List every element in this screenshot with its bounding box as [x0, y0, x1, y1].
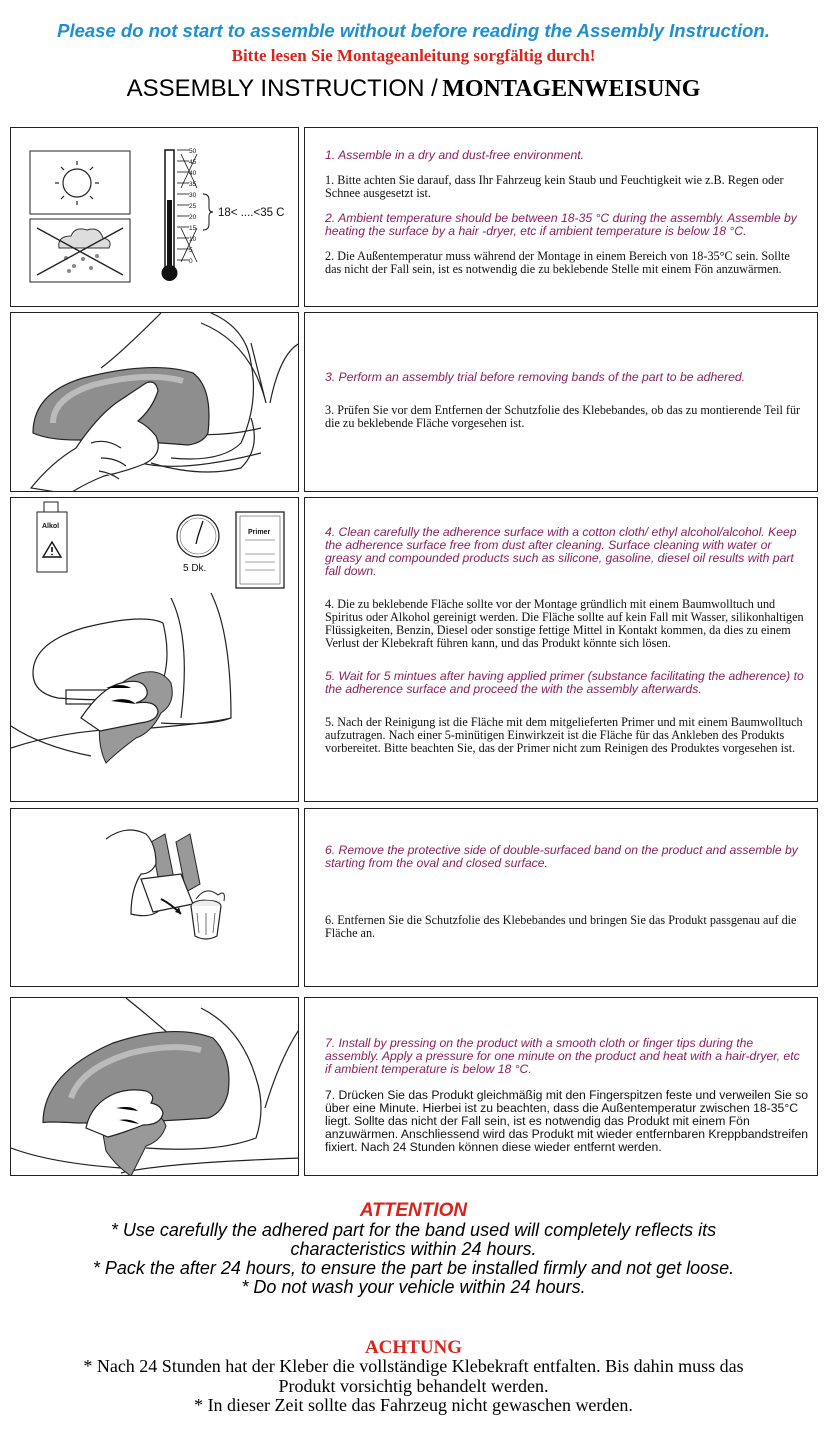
step-3-german: 3. Prüfen Sie vor dem Entfernen der Schutzfolie des Klebebandes, ob das zu montierende Teil für die zu beklebende Fläche vorgesehen ist. [325, 403, 801, 430]
temperature-range: 18< ....<35 C [218, 207, 285, 219]
achtung-line-2: Produkt vorsichtig behandelt werden. [278, 1376, 549, 1396]
scale-25: 25 [189, 203, 197, 210]
page-title [0, 75, 827, 103]
clock-label: 5 Dk. [183, 563, 207, 574]
step-7-german: 7. Drücken Sie das Produkt gleichmäßig mit den Fingerspitzen feste und verweilen Sie so über eine Minute. Hierbei ist zu beachten, dass die Außentemperatur zwischen 18-35°C liegt. Sollte das nicht der Fall sein, ist es notwendig das Produkt mit einem Fön anzuwärmen. Anschliessend wird das Produkt mit wieder entfernbaren Kreppbandstreifen fixiert. Nach 24 Stunden können diese wieder entfernt werden. [325, 1088, 809, 1154]
scale-30: 30 [189, 192, 197, 199]
primer-sheet-icon [236, 512, 284, 588]
title-english: ASSEMBLY INSTRUCTION / [126, 75, 438, 102]
scale-5: 5 [189, 247, 193, 254]
warning-english: Please do not start to assemble without before reading the Assembly Instruction. [57, 20, 770, 41]
step-4-english: 4. Clean carefully the adherence surface with a cotton cloth/ ethyl alcohol/alcohol. Keep the adherence surface free from dust after cleaning. Surface cleaning with water or greasy and compounded products such as silicone, gasoline, diesel oil results with part fall down. [325, 525, 797, 578]
step-4-5-illustration [10, 497, 299, 802]
step-1-german: 1. Bitte achten Sie darauf, dass Ihr Fahrzeug kein Staub und Feuchtigkeit wie z.B. Regen oder Schnee ausgesetzt ist. [325, 173, 784, 200]
step-5-german: 5. Nach der Reinigung ist die Fläche mit dem mitgelieferten Primer und mit einem Baumwolltuch aufzutragen. Nach einer 5-minütigen Einwirkzeit ist die Fläche für das Ankleben des Produkts vorbereitet. Bitte beachten Sie, das der Primer nicht zum Reinigen des Produktes vorgesehen ist. [325, 715, 803, 755]
step-2-german: 2. Die Außentemperatur muss während der Montage in einem Bereich von 18-35°C sein. Sollte das nicht der Fall sein, ist es notwendig die zu beklebende Stelle mit einem Fön anzuwärmen. [325, 249, 790, 276]
achtung-heading: ACHTUNG [364, 1337, 463, 1358]
peel-protective-film-icon [106, 830, 224, 939]
primer-label: Primer [248, 529, 271, 536]
step-4-german: 4. Die zu beklebende Fläche sollte vor der Montage gründlich mit einem Baumwolltuch und Spiritus oder Alkohol gereinigt werden. Die Fläche sollte auf kein Fall mit Wasser, silikonhaltigen Flüssigkeiten, Benzin, Diesel oder sonstige fettige Mittel in Kontakt kommen, da dies zu einem Verlust der Klebekraft führen kann, und das Produkt könnte sich lösen. [325, 597, 804, 650]
step-7-english: 7. Install by pressing on the product with a smooth cloth or finger tips during the assembly. Apply a pressure for one minute on the product and heat with a hair-dryer, etc if ambient temperature is below 18 °C. [325, 1036, 800, 1076]
title-german: MONTAGENWEISUNG [442, 76, 701, 102]
step-7-illustration [10, 997, 299, 1176]
step-2-english: 2. Ambient temperature should be between 18-35 °C during the assembly. Assemble by heating the surface by a hair -dryer, etc if ambient temperature is below 18 °C. [325, 211, 797, 238]
step-6-illustration [10, 808, 299, 987]
sun-icon [30, 151, 130, 214]
achtung-line-1: * Nach 24 Stunden hat der Kleber die vollständige Klebekraft entfalten. Bis dahin muss das [83, 1356, 744, 1376]
step-4-5-text [304, 497, 818, 802]
step-1-english: 1. Assemble in a dry and dust-free environment. [325, 148, 585, 162]
step-3-illustration [10, 312, 299, 492]
attention-heading: ATTENTION [359, 1200, 468, 1221]
scale-35: 35 [189, 181, 197, 188]
scale-20: 20 [189, 214, 197, 221]
alcohol-bottle-icon [37, 502, 67, 572]
scale-0: 0 [189, 258, 193, 265]
clock-icon [177, 515, 219, 574]
warning-german: Bitte lesen Sie Montageanleitung sorgfältig durch! [231, 46, 596, 65]
step-7-text [304, 997, 818, 1176]
no-rain-icon [30, 219, 130, 282]
step-3-text [304, 312, 818, 492]
scale-50: 50 [189, 148, 197, 155]
step-3-english: 3. Perform an assembly trial before removing bands of the part to be adhered. [325, 370, 746, 384]
attention-line-3: * Pack the after 24 hours, to ensure the part be installed firmly and not get loose. [92, 1258, 735, 1278]
step-6-english: 6. Remove the protective side of double-surfaced band on the product and assemble by starting from the oval and closed surface. [325, 843, 798, 870]
step-6-german: 6. Entfernen Sie die Schutzfolie des Klebebandes und bringen Sie das Produkt passgenau auf die Fläche an. [325, 913, 797, 940]
step-1-2-text [304, 127, 818, 307]
step-6-text [304, 808, 818, 987]
scale-15: 15 [189, 225, 197, 232]
step-1-2-illustration [10, 127, 299, 307]
bottle-label: Alkol [42, 523, 60, 530]
step-5-english: 5. Wait for 5 mintues after having applied primer (substance facilitating the adherence) to the adherence surface and proceed the with the assembly afterwards. [325, 669, 804, 696]
cleaning-cloth-hand-icon [81, 672, 172, 763]
trash-bin-icon [191, 891, 224, 939]
scale-40: 40 [189, 170, 197, 177]
thermometer-icon [162, 148, 285, 281]
attention-line-2: characteristics within 24 hours. [290, 1239, 537, 1259]
attention-line-1: * Use carefully the adhered part for the band used will completely reflects its [110, 1220, 717, 1240]
scale-45: 45 [189, 159, 197, 166]
achtung-line-3: * In dieser Zeit sollte das Fahrzeug nicht gewaschen werden. [194, 1395, 633, 1415]
attention-line-4: * Do not wash your vehicle within 24 hours. [241, 1277, 586, 1297]
scale-10: 10 [189, 236, 197, 243]
